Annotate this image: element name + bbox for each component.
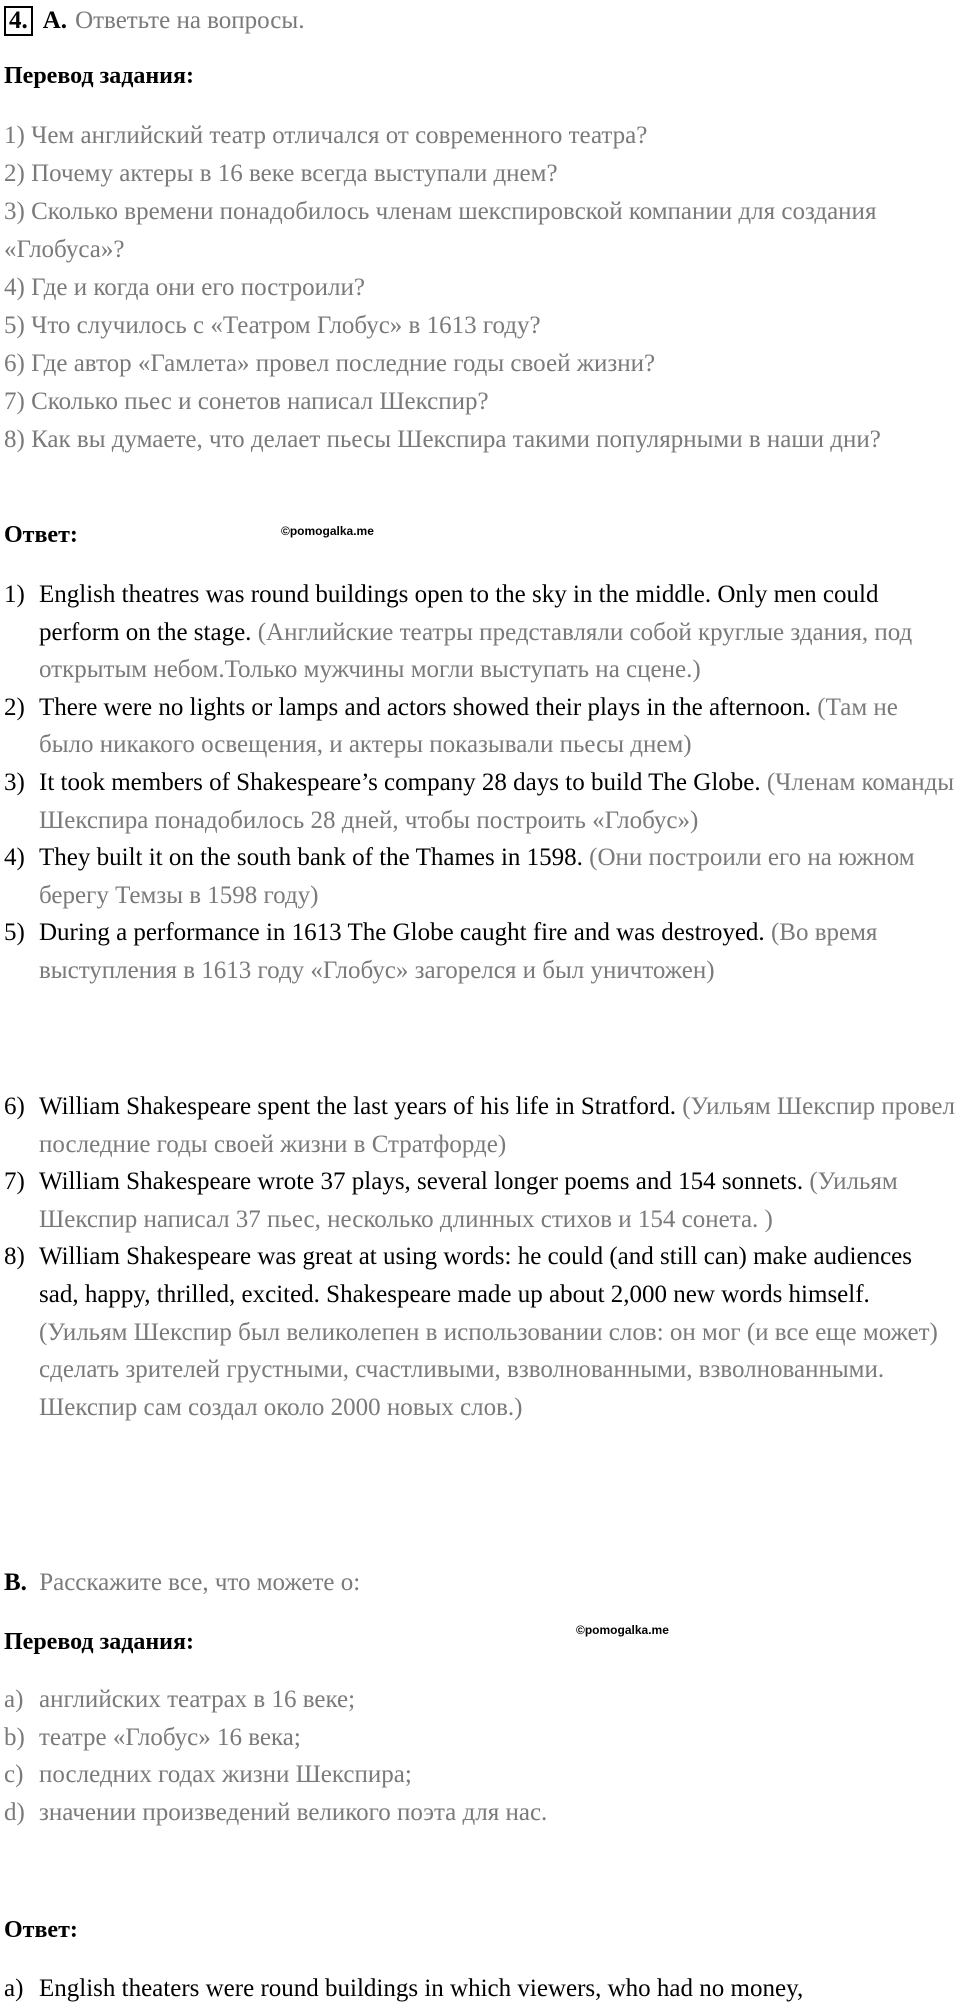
answer-list bbox=[4, 576, 956, 990]
task-number: 4. bbox=[4, 6, 33, 36]
task-header bbox=[4, 4, 304, 38]
part-b-item bbox=[4, 1681, 954, 1719]
answer-russian: (Там не было никакого освещения, и актеры показывали пьесы днем) bbox=[39, 693, 898, 759]
answer-english: English theatres was round buildings open to the sky in the middle. Only men could perform on the stage. bbox=[39, 581, 879, 646]
part-b-answer-item bbox=[4, 1970, 956, 2008]
answer-english: They built it on the south bank of the Thames in 1598. bbox=[39, 844, 583, 872]
part-b-answer-list bbox=[4, 1970, 956, 2008]
part-b-list bbox=[4, 1681, 954, 1831]
answer-english: It took members of Shakespeare’s company 28 days to build The Globe. bbox=[39, 768, 761, 796]
answer-english: William Shakespeare was great at using words: he could (and still can) make audiences sad, happy, thrilled, excited. Shakespeare made up about 2,000 new words himself. bbox=[39, 1243, 913, 1308]
translation-heading-b: Перевод задания: bbox=[4, 1629, 194, 1655]
answer-russian: (Членам команды Шекспира понадобилось 28 дней, чтобы построить «Глобус») bbox=[39, 768, 955, 834]
answer-number: 7) bbox=[4, 1168, 25, 1196]
answer-english: William Shakespeare wrote 37 plays, several longer poems and 154 sonnets. bbox=[39, 1168, 804, 1196]
watermark-b: ©pomogalka.me bbox=[576, 1623, 669, 1637]
part-b-item-letter: d) bbox=[4, 1798, 25, 1826]
part-b-item-text: значении произведений великого поэта для нас. bbox=[39, 1798, 548, 1826]
answer-item bbox=[4, 764, 956, 839]
answer-number: 2) bbox=[4, 693, 25, 721]
translation-heading: Перевод задания: bbox=[4, 63, 194, 89]
answer-item bbox=[4, 1163, 956, 1238]
answer-item bbox=[4, 1088, 956, 1163]
answer-english: There were no lights or lamps and actors showed their plays in the afternoon. bbox=[39, 693, 811, 721]
question-item: 7) Сколько пьес и сонетов написал Шекспир? bbox=[4, 388, 489, 415]
answer-russian: (Во время выступления в 1613 году «Глобус» загорелся и был уничтожен) bbox=[39, 919, 878, 984]
question-item: 3) Сколько времени понадобилось членам шекспировской компании для создания «Глобуса»? bbox=[4, 198, 877, 263]
part-b-item bbox=[4, 1756, 954, 1794]
answer-heading-b: Ответ: bbox=[4, 1917, 78, 1943]
part-b-item-text: театре «Глобус» 16 века; bbox=[39, 1723, 301, 1751]
answer-russian: (Они построили его на южном берегу Темзы в 1598 году) bbox=[39, 844, 915, 909]
answer-number: 3) bbox=[4, 768, 25, 796]
answer-item bbox=[4, 689, 956, 764]
question-item: 6) Где автор «Гамлета» провел последние годы своей жизни? bbox=[4, 350, 656, 377]
answer-heading: Ответ: bbox=[4, 522, 78, 548]
answer-number: 1) bbox=[4, 581, 25, 608]
question-item: 1) Чем английский театр отличался от современного театра? bbox=[4, 122, 648, 149]
answer-russian: (Уильям Шекспир написал 37 пьес, несколько длинных стихов и 154 сонета. ) bbox=[39, 1168, 898, 1233]
answer-number: 6) bbox=[4, 1093, 25, 1120]
part-b-item-text: последних годах жизни Шекспира; bbox=[39, 1761, 412, 1789]
part-b-item bbox=[4, 1719, 954, 1757]
answer-number: 5) bbox=[4, 919, 25, 947]
answer-list-continued bbox=[4, 1088, 956, 1426]
answer-english: William Shakespeare spent the last years of his life in Stratford. bbox=[39, 1093, 677, 1120]
question-item: 5) Что случилось с «Театром Глобус» в 1613 году? bbox=[4, 312, 541, 339]
part-b-header bbox=[4, 1566, 360, 1600]
part-b-item-letter: a) bbox=[4, 1686, 24, 1713]
question-item: 8) Как вы думаете, что делает пьесы Шекспира такими популярными в наши дни? bbox=[4, 426, 881, 453]
answer-item bbox=[4, 839, 956, 914]
answer-number: 8) bbox=[4, 1243, 25, 1271]
part-b-item-letter: c) bbox=[4, 1761, 24, 1789]
question-list bbox=[4, 117, 954, 459]
answer-english: During a performance in 1613 The Globe caught fire and was destroyed. bbox=[39, 919, 765, 947]
part-b-item-text: английских театрах в 16 веке; bbox=[39, 1686, 356, 1713]
question-item: 4) Где и когда они его построили? bbox=[4, 274, 365, 301]
answer-english: English theaters were round buildings in which viewers, who had no money, bbox=[39, 1975, 804, 2002]
answer-russian: (Уильям Шекспир провел последние годы своей жизни в Стратфорде) bbox=[39, 1093, 955, 1158]
part-b-instruction: Расскажите все, что можете о: bbox=[39, 1569, 361, 1596]
part-b-letter: B. bbox=[4, 1569, 27, 1596]
part-b-item-letter: b) bbox=[4, 1723, 25, 1751]
answer-item bbox=[4, 576, 956, 689]
answer-number: 4) bbox=[4, 844, 25, 872]
part-a-letter: A. bbox=[42, 7, 68, 34]
question-item: 2) Почему актеры в 16 веке всегда выступали днем? bbox=[4, 160, 558, 187]
answer-item bbox=[4, 914, 956, 989]
answer-russian: (Уильям Шекспир был великолепен в использовании слов: он мог (и все еще может) сделать зрителей грустными, счастливыми, взволнованными, взволнованными. Шекспир сам создал около 2000 новых слов.) bbox=[39, 1318, 938, 1421]
answer-item bbox=[4, 1238, 956, 1426]
answer-russian: (Английские театры представляли собой круглые здания, под открытым небом.Только мужчины могли выступать на сцене.) bbox=[39, 618, 913, 684]
answer-number: a) bbox=[4, 1975, 24, 2002]
part-b-item bbox=[4, 1794, 954, 1832]
part-a-instruction: Ответьте на вопросы. bbox=[75, 7, 305, 34]
watermark: ©pomogalka.me bbox=[281, 524, 374, 538]
